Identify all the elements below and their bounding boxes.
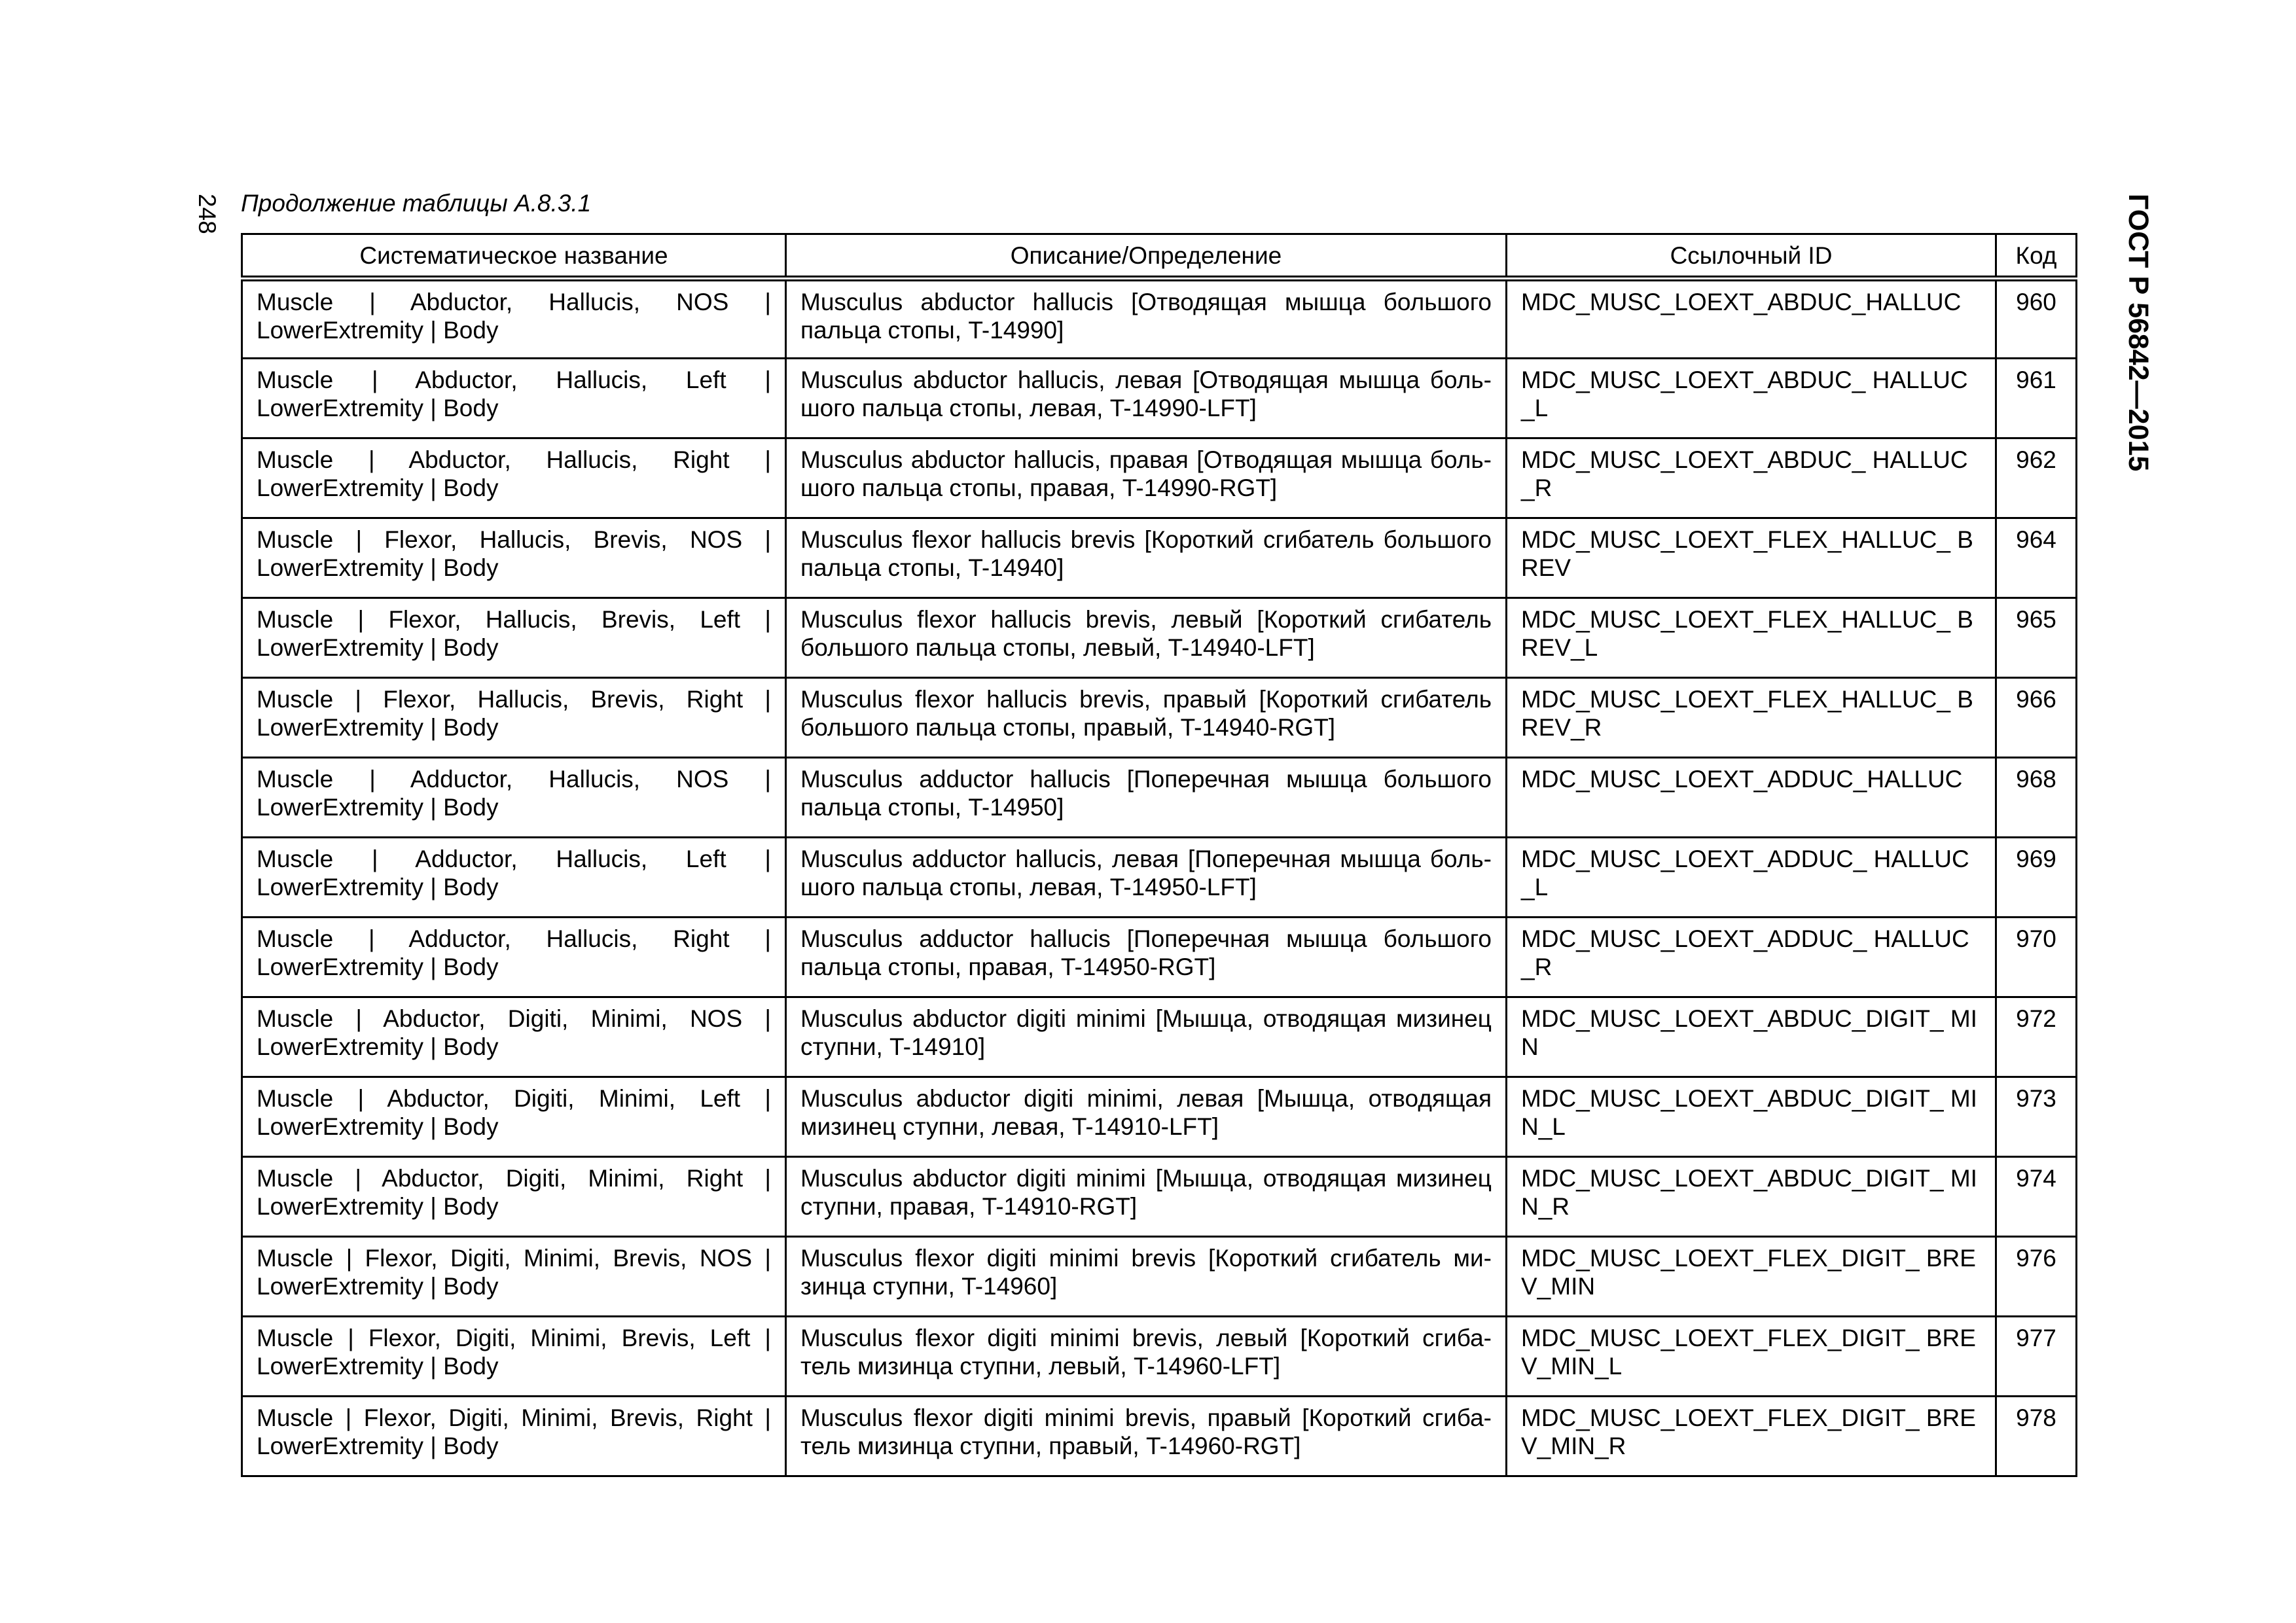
table-row xyxy=(242,1237,2077,1317)
cell-reference-id: MDC_MUSC_LOEXT_ABDUC_ HALLUC_R xyxy=(1507,438,1996,518)
cell-description: Musculus abductor hallucis, правая [Отводящая мышца большого пальца стопы, правая, T-14990-RGT] xyxy=(786,438,1507,518)
cell-reference-id: MDC_MUSC_LOEXT_ADDUC_HALLUC xyxy=(1507,758,1996,838)
cell-description: Musculus flexor hallucis brevis [Короткий сгибатель большого пальца стопы, T-14940] xyxy=(786,518,1507,598)
cell-code: 978 xyxy=(1996,1397,2077,1476)
cell-reference-id: MDC_MUSC_LOEXT_ABDUC_DIGIT_ MIN_R xyxy=(1507,1157,1996,1237)
table-row xyxy=(242,678,2077,758)
cell-code: 976 xyxy=(1996,1237,2077,1317)
cell-code: 965 xyxy=(1996,598,2077,678)
table-header-row xyxy=(242,234,2077,279)
cell-description: Musculus abductor hallucis [Отводящая мышца большого пальца стопы, T-14990] xyxy=(786,279,1507,359)
cell-systematic-name: Muscle | Adductor, Hallucis, Left | LowerExtremity | Body xyxy=(242,838,786,918)
cell-systematic-name: Muscle | Flexor, Hallucis, Brevis, NOS | LowerExtremity | Body xyxy=(242,518,786,598)
table-row xyxy=(242,279,2077,359)
document-standard: ГОСТ Р 56842—2015 xyxy=(2123,194,2154,472)
cell-reference-id: MDC_MUSC_LOEXT_FLEX_DIGIT_ BREV_MIN_L xyxy=(1507,1317,1996,1397)
cell-code: 966 xyxy=(1996,678,2077,758)
cell-systematic-name: Muscle | Abductor, Digiti, Minimi, Right | LowerExtremity | Body xyxy=(242,1157,786,1237)
cell-systematic-name: Muscle | Adductor, Hallucis, NOS | LowerExtremity | Body xyxy=(242,758,786,838)
cell-code: 974 xyxy=(1996,1157,2077,1237)
cell-systematic-name: Muscle | Flexor, Digiti, Minimi, Brevis, Right | LowerExtremity | Body xyxy=(242,1397,786,1476)
cell-systematic-name: Muscle | Abductor, Digiti, Minimi, NOS | LowerExtremity | Body xyxy=(242,997,786,1077)
cell-description: Musculus flexor digiti minimi brevis, правый [Короткий сгибатель мизинца ступни, правый, T-14960-RGT] xyxy=(786,1397,1507,1476)
cell-reference-id: MDC_MUSC_LOEXT_FLEX_HALLUC_ BREV_L xyxy=(1507,598,1996,678)
cell-code: 970 xyxy=(1996,918,2077,997)
cell-reference-id: MDC_MUSC_LOEXT_FLEX_DIGIT_ BREV_MIN_R xyxy=(1507,1397,1996,1476)
cell-code: 973 xyxy=(1996,1077,2077,1157)
cell-reference-id: MDC_MUSC_LOEXT_FLEX_HALLUC_ BREV xyxy=(1507,518,1996,598)
cell-description: Musculus abductor hallucis, левая [Отводящая мышца большого пальца стопы, левая, T-14990-LFT] xyxy=(786,359,1507,438)
cell-reference-id: MDC_MUSC_LOEXT_ABDUC_DIGIT_ MIN_L xyxy=(1507,1077,1996,1157)
table-row xyxy=(242,518,2077,598)
cell-reference-id: MDC_MUSC_LOEXT_FLEX_HALLUC_ BREV_R xyxy=(1507,678,1996,758)
cell-code: 960 xyxy=(1996,279,2077,359)
table-row xyxy=(242,838,2077,918)
cell-description: Musculus flexor digiti minimi brevis [Короткий сгибатель мизинца ступни, T-14960] xyxy=(786,1237,1507,1317)
cell-systematic-name: Muscle | Abductor, Hallucis, Left | LowerExtremity | Body xyxy=(242,359,786,438)
header-code: Код xyxy=(1996,234,2077,279)
cell-systematic-name: Muscle | Flexor, Hallucis, Brevis, Left | LowerExtremity | Body xyxy=(242,598,786,678)
cell-code: 969 xyxy=(1996,838,2077,918)
cell-code: 972 xyxy=(1996,997,2077,1077)
header-systematic-name: Систематическое название xyxy=(242,234,786,279)
table-row xyxy=(242,359,2077,438)
cell-description: Musculus abductor digiti minimi, левая [Мышца, отводящая мизинец ступни, левая, T-14910-LFT] xyxy=(786,1077,1507,1157)
table-body xyxy=(242,279,2077,1476)
cell-systematic-name: Muscle | Flexor, Hallucis, Brevis, Right | LowerExtremity | Body xyxy=(242,678,786,758)
cell-description: Musculus flexor hallucis brevis, правый [Короткий сгибатель большого пальца стопы, правый, T-14940-RGT] xyxy=(786,678,1507,758)
cell-reference-id: MDC_MUSC_LOEXT_ABDUC_ HALLUC_L xyxy=(1507,359,1996,438)
cell-reference-id: MDC_MUSC_LOEXT_ABDUC_HALLUC xyxy=(1507,279,1996,359)
cell-code: 977 xyxy=(1996,1317,2077,1397)
cell-reference-id: MDC_MUSC_LOEXT_ADDUC_ HALLUC_L xyxy=(1507,838,1996,918)
cell-description: Musculus abductor digiti minimi [Мышца, отводящая мизинец ступни, правая, T-14910-RGT] xyxy=(786,1157,1507,1237)
table-row xyxy=(242,438,2077,518)
cell-systematic-name: Muscle | Flexor, Digiti, Minimi, Brevis, NOS | LowerExtremity | Body xyxy=(242,1237,786,1317)
cell-description: Musculus adductor hallucis [Поперечная мышца большого пальца стопы, правая, T-14950-RGT] xyxy=(786,918,1507,997)
cell-reference-id: MDC_MUSC_LOEXT_ABDUC_DIGIT_ MIN xyxy=(1507,997,1996,1077)
cell-description: Musculus adductor hallucis [Поперечная мышца большого пальца стопы, T-14950] xyxy=(786,758,1507,838)
table-row xyxy=(242,1077,2077,1157)
cell-systematic-name: Muscle | Abductor, Hallucis, Right | LowerExtremity | Body xyxy=(242,438,786,518)
cell-systematic-name: Muscle | Abductor, Hallucis, NOS | LowerExtremity | Body xyxy=(242,279,786,359)
cell-code: 962 xyxy=(1996,438,2077,518)
cell-code: 961 xyxy=(1996,359,2077,438)
table-row xyxy=(242,918,2077,997)
cell-description: Musculus abductor digiti minimi [Мышца, отводящая мизинец ступни, T-14910] xyxy=(786,997,1507,1077)
page-number: 248 xyxy=(194,194,221,234)
table-row xyxy=(242,1157,2077,1237)
cell-description: Musculus flexor digiti minimi brevis, левый [Короткий сгибатель мизинца ступни, левый, T-14960-LFT] xyxy=(786,1317,1507,1397)
table-caption: Продолжение таблицы А.8.3.1 xyxy=(241,190,592,217)
cell-code: 968 xyxy=(1996,758,2077,838)
cell-reference-id: MDC_MUSC_LOEXT_FLEX_DIGIT_ BREV_MIN xyxy=(1507,1237,1996,1317)
header-description: Описание/Определение xyxy=(786,234,1507,279)
cell-systematic-name: Muscle | Abductor, Digiti, Minimi, Left | LowerExtremity | Body xyxy=(242,1077,786,1157)
table-row xyxy=(242,758,2077,838)
header-reference-id: Ссылочный ID xyxy=(1507,234,1996,279)
table-row xyxy=(242,1397,2077,1476)
cell-description: Musculus flexor hallucis brevis, левый [Короткий сгибатель большого пальца стопы, левый, T-14940-LFT] xyxy=(786,598,1507,678)
cell-systematic-name: Muscle | Flexor, Digiti, Minimi, Brevis, Left | LowerExtremity | Body xyxy=(242,1317,786,1397)
cell-code: 964 xyxy=(1996,518,2077,598)
cell-description: Musculus adductor hallucis, левая [Поперечная мышца большого пальца стопы, левая, T-14950-LFT] xyxy=(786,838,1507,918)
table-row xyxy=(242,1317,2077,1397)
table-row xyxy=(242,598,2077,678)
table-row xyxy=(242,997,2077,1077)
cell-reference-id: MDC_MUSC_LOEXT_ADDUC_ HALLUC_R xyxy=(1507,918,1996,997)
reference-table xyxy=(241,233,2077,1477)
cell-systematic-name: Muscle | Adductor, Hallucis, Right | LowerExtremity | Body xyxy=(242,918,786,997)
